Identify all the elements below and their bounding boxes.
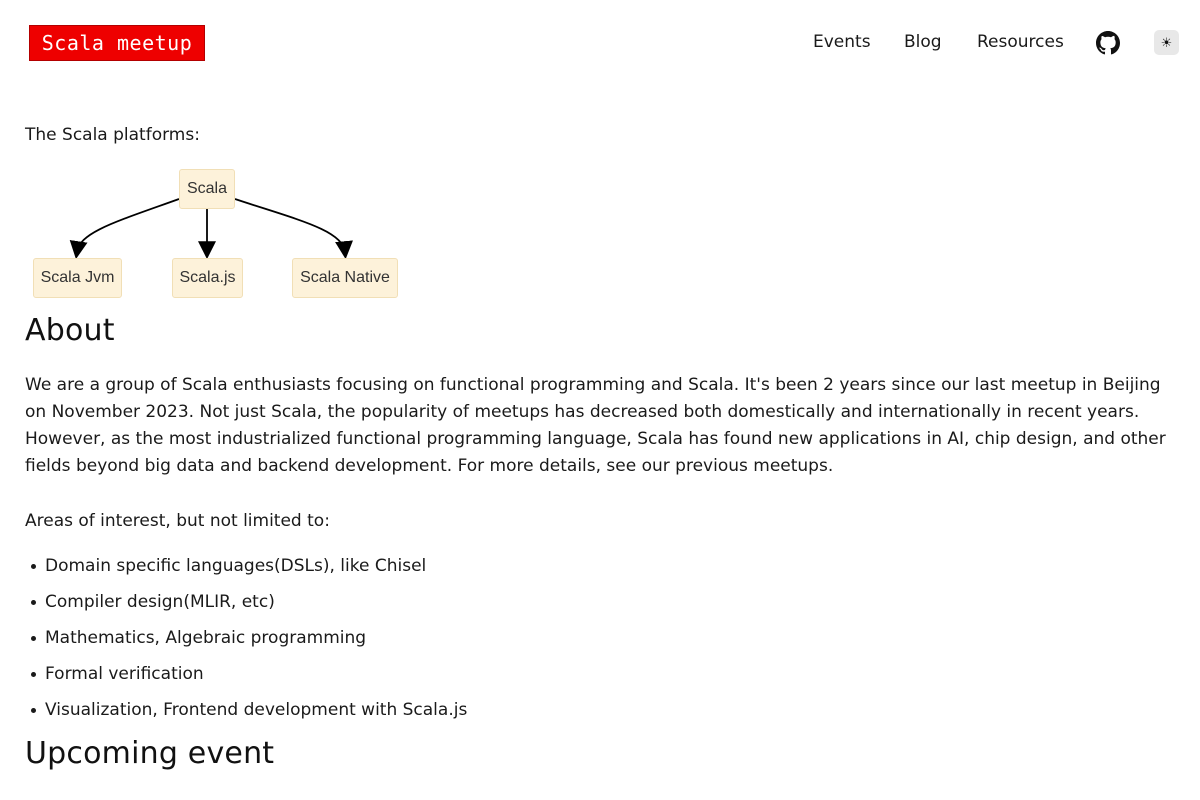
github-icon-svg	[1096, 31, 1120, 55]
list-item: Compiler design(MLIR, etc)	[45, 591, 467, 627]
list-item: Formal verification	[45, 663, 467, 699]
site-logo[interactable]: Scala meetup	[29, 25, 205, 61]
nav-events-link[interactable]: Events	[813, 32, 871, 52]
node-scala: Scala	[179, 169, 235, 209]
list-item: Mathematics, Algebraic programming	[45, 627, 467, 663]
sun-icon: ☀	[1160, 35, 1173, 50]
nav-blog-link[interactable]: Blog	[904, 32, 942, 52]
platforms-diagram	[25, 164, 425, 304]
github-icon[interactable]	[1096, 31, 1120, 55]
list-item: Visualization, Frontend development with Scala.js	[45, 699, 467, 735]
theme-toggle-button[interactable]	[1154, 30, 1179, 55]
edge-scala-jvm	[77, 199, 179, 252]
platforms-intro: The Scala platforms:	[25, 125, 200, 145]
areas-intro: Areas of interest, but not limited to:	[25, 511, 330, 531]
node-scala-native: Scala Native	[292, 258, 398, 298]
areas-list	[45, 555, 467, 735]
node-scala-jvm: Scala Jvm	[33, 258, 122, 298]
list-item: Domain specific languages(DSLs), like Chisel	[45, 555, 467, 591]
about-heading: About	[25, 313, 115, 348]
nav-resources-link[interactable]: Resources	[977, 32, 1064, 52]
node-scala-js: Scala.js	[172, 258, 243, 298]
edge-scala-native	[235, 199, 345, 252]
about-paragraph: We are a group of Scala enthusiasts focusing on functional programming and Scala. It's been 2 years since our last meetup in Beijing on November 2023. Not just Scala, the popularity of meetups has decreased both domestically and internationally in recent years. However, as the most industrialized functional programming language, Scala has found new applications in AI, chip design, and other fields beyond big data and backend development. For more details, see our previous meetups.	[25, 375, 1166, 476]
upcoming-event-heading: Upcoming event	[25, 736, 275, 771]
site-header	[0, 0, 1200, 86]
